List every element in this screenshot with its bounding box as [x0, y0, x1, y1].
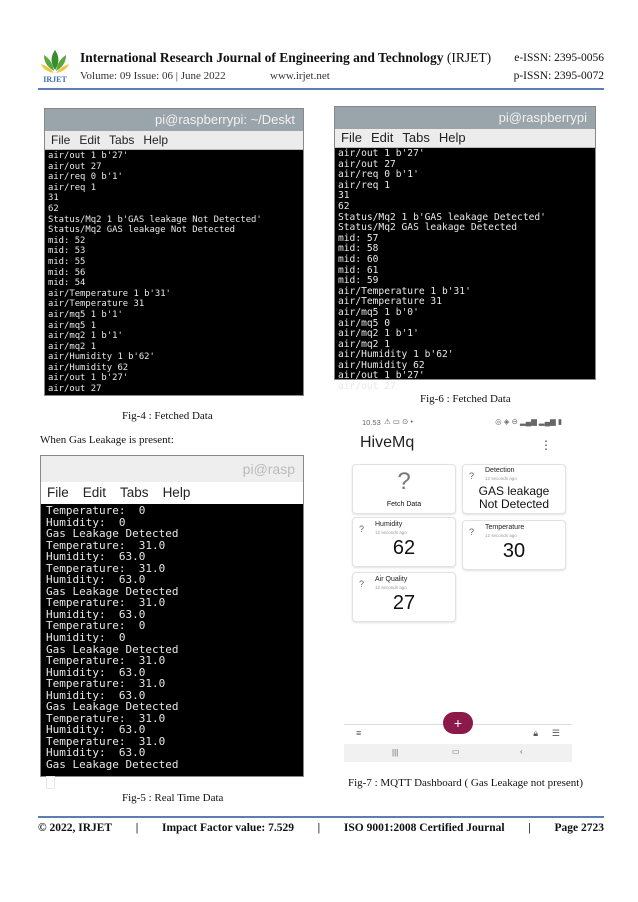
- home-icon[interactable]: ▭: [452, 747, 460, 756]
- header-rule: [38, 88, 604, 90]
- terminal-titlebar: pi@raspberrypi: [335, 107, 595, 129]
- irjet-logo: [38, 46, 72, 84]
- temperature-timestamp: 12 seconds ago: [485, 533, 517, 538]
- detection-card[interactable]: [462, 464, 566, 514]
- journal-title: International Research Journal of Engineering and Technology (IRJET): [80, 50, 492, 65]
- question-icon: ?: [359, 579, 365, 589]
- footer-page: Page 2723: [554, 822, 604, 834]
- menu-edit[interactable]: Edit: [82, 485, 107, 500]
- notification-icons: ⚠ ▭ ⊙ •: [384, 417, 413, 426]
- recents-icon[interactable]: |||: [392, 748, 399, 757]
- terminal-titlebar: pi@rasp: [41, 456, 303, 482]
- terminal-cursor: [46, 776, 55, 789]
- footer-impact: Impact Factor value: 7.529: [161, 822, 294, 834]
- menu-tabs[interactable]: Tabs: [120, 485, 149, 500]
- fig4-caption: Fig-4 : Fetched Data: [122, 410, 213, 422]
- detection-title: Detection: [485, 467, 515, 474]
- fig5-terminal: [40, 455, 304, 777]
- footer-sep: |: [528, 822, 531, 834]
- air-quality-timestamp: 12 seconds ago: [375, 585, 407, 590]
- air-quality-title: Air Quality: [375, 576, 408, 583]
- volume-issue: Volume: 09 Issue: 06 | June 2022: [80, 70, 226, 82]
- menu-edit[interactable]: Edit: [370, 130, 394, 145]
- lock-icon[interactable]: 🔒︎: [533, 728, 538, 738]
- eissn: e-ISSN: 2395-0056: [514, 52, 604, 64]
- temperature-card[interactable]: [462, 520, 566, 570]
- question-icon: ?: [359, 524, 365, 534]
- menu-file[interactable]: File: [47, 485, 69, 500]
- humidity-value: 62: [392, 537, 416, 559]
- fetch-data-card[interactable]: [352, 464, 456, 514]
- humidity-title: Humidity: [375, 521, 403, 528]
- status-time: 10.53: [362, 418, 381, 427]
- humidity-card[interactable]: [352, 517, 456, 567]
- air-quality-card[interactable]: [352, 572, 456, 622]
- menu-icon[interactable]: ≡: [356, 728, 362, 738]
- air-quality-value: 27: [392, 592, 416, 614]
- detection-value: GAS leakage Not Detected: [478, 484, 550, 511]
- list-icon[interactable]: ☰: [551, 728, 560, 738]
- body-text: When Gas Leakage is present:: [40, 434, 174, 446]
- footer-sep: |: [135, 822, 139, 834]
- pissn: p-ISSN: 2395-0072: [513, 70, 604, 82]
- menu-file[interactable]: File: [341, 130, 362, 145]
- question-icon: ?: [469, 471, 475, 481]
- menu-file[interactable]: File: [51, 133, 71, 147]
- menu-help[interactable]: Help: [438, 130, 466, 145]
- menu-tabs[interactable]: Tabs: [402, 130, 430, 145]
- page-footer: [38, 822, 604, 834]
- terminal-output: Temperature: 0 Humidity: 0 Gas Leakage Detected Temperature: 31.0 Humidity: 63.0 Temperature: 31.0 Humidity: 63.0 Gas Leakage Detected Temperature: 31.0 Humidity: 63.0 Temperature: 0 Humidity: 0 Gas Leakage Detected Temperature: 31.0 Humidity: 63.0 Temperature: 31.0 Humidity: 63.0 Gas Leakage Detected Temperature: 31.0 Humidity: 63.0 Temperature: 31.0 Humidity: 63.0 Gas Leakage Detected: [46, 504, 179, 772]
- terminal-titlebar: pi@raspberrypi: ~/Deskt: [45, 109, 303, 131]
- system-status-icons: ◎ ◈ ⊖ ▂▄▆ ▂▄▆ ▮: [495, 417, 562, 426]
- app-title: HiveMq: [360, 434, 415, 451]
- detection-timestamp: 12 seconds ago: [485, 476, 517, 481]
- android-nav-bar: [344, 744, 572, 762]
- temperature-title: Temperature: [485, 524, 525, 531]
- add-widget-button[interactable]: +: [443, 712, 473, 734]
- fig7-caption: Fig-7 : MQTT Dashboard ( Gas Leakage not present): [348, 777, 584, 789]
- website: www.irjet.net: [270, 70, 330, 82]
- footer-rule: [38, 816, 604, 818]
- terminal-output: air/out 1 b'27' air/out 27 air/req 0 b'1' air/req 1 31 62 Status/Mq2 1 b'GAS leakage Not Detected' Status/Mq2 GAS leakage Not Detected mid: 52 mid: 53 mid: 55 mid: 56 mid: 54 air/Temperature 1 b'31' air/Temperature 31 air/mq5 1 b'1' air/mq5 1 air/mq2 1 b'1' air/mq2 1 air/Humidity 1 b'62' air/Humidity 62 air/out 1 b'27' air/out 27: [48, 151, 262, 395]
- footer-iso: ISO 9001:2008 Certified Journal: [343, 822, 505, 834]
- menu-help[interactable]: Help: [162, 485, 191, 500]
- footer-copyright: © 2022, IRJET: [38, 822, 113, 834]
- fig5-caption: Fig-5 : Real Time Data: [122, 792, 224, 804]
- menu-edit[interactable]: Edit: [79, 133, 101, 147]
- question-icon: ?: [397, 468, 411, 495]
- phone-statusbar: [344, 414, 572, 430]
- question-icon: ?: [469, 527, 475, 537]
- footer-sep: |: [317, 822, 321, 834]
- fetch-data-label: Fetch Data: [386, 501, 422, 508]
- humidity-timestamp: 12 seconds ago: [375, 530, 407, 535]
- fig4-terminal: [44, 108, 304, 396]
- fig6-terminal: [334, 106, 596, 393]
- back-icon[interactable]: ‹: [520, 747, 523, 756]
- temperature-value: 30: [502, 540, 526, 562]
- menu-help[interactable]: Help: [143, 133, 169, 147]
- terminal-menubar: [41, 482, 303, 504]
- menu-tabs[interactable]: Tabs: [109, 133, 135, 147]
- terminal-menubar: [45, 131, 303, 150]
- fig7-phone-screenshot: [344, 414, 572, 774]
- terminal-menubar: [335, 129, 595, 148]
- more-options-icon[interactable]: ⋮: [540, 438, 552, 452]
- fig6-caption: Fig-6 : Fetched Data: [420, 393, 511, 405]
- svg-text:IRJET: IRJET: [43, 75, 67, 84]
- terminal-output: air/out 1 b'27' air/out 27 air/req 0 b'1' air/req 1 31 62 Status/Mq2 1 b'GAS leakage Detected' Status/Mq2 GAS leakage Detected mid: 57 mid: 58 mid: 60 mid: 61 mid: 59 air/Temperature 1 b'31' air/Temperature 31 air/mq5 1 b'0' air/mq5 0 air/mq2 1 b'1' air/mq2 1 air/Humidity 1 b'62' air/Humidity 62 air/out 1 b'27' air/out 27: [338, 148, 546, 393]
